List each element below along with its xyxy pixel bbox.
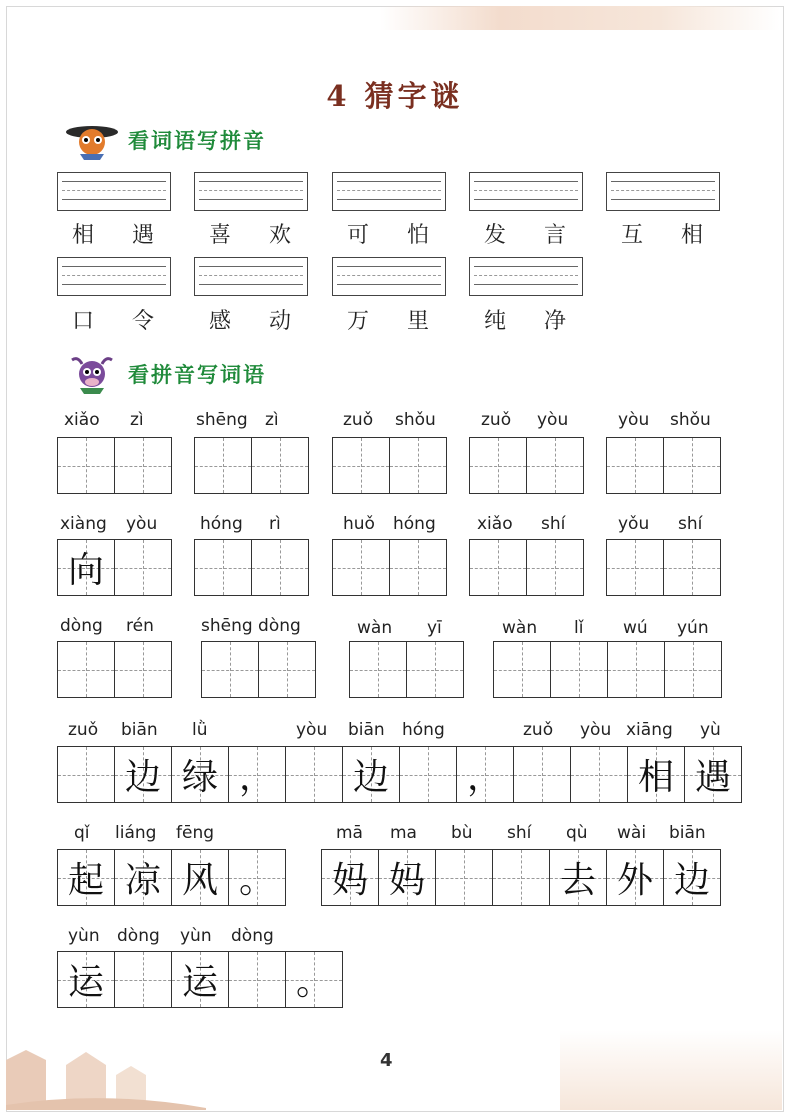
pinyin-label: bù bbox=[451, 823, 473, 843]
pinyin-label: huǒ bbox=[343, 514, 375, 534]
page-number: 4 bbox=[380, 1050, 393, 1071]
pinyin-label: dòng bbox=[231, 926, 274, 946]
character-text bbox=[202, 642, 258, 697]
character-text bbox=[571, 747, 627, 802]
character-cell[interactable] bbox=[608, 642, 665, 697]
character-text bbox=[58, 438, 114, 493]
character-text: 遇 bbox=[694, 757, 731, 798]
character-cell[interactable] bbox=[115, 952, 172, 1007]
top-decoration bbox=[380, 6, 780, 30]
character-grid bbox=[606, 539, 721, 596]
pinyin-label: yòu bbox=[537, 410, 569, 430]
character-text bbox=[407, 642, 463, 697]
character-grid bbox=[57, 849, 286, 906]
character-text: 妈 bbox=[388, 860, 425, 901]
character-grid bbox=[57, 951, 343, 1008]
character-grid bbox=[606, 437, 721, 494]
character-cell[interactable] bbox=[58, 747, 115, 802]
character-cell[interactable] bbox=[550, 850, 607, 905]
word-label: 喜 欢 bbox=[208, 223, 291, 248]
character-text: ， bbox=[466, 757, 503, 798]
pinyin-label: yòu bbox=[580, 720, 612, 740]
character-text bbox=[494, 642, 550, 697]
character-text bbox=[58, 642, 114, 697]
pinyin-label: shí bbox=[507, 823, 532, 843]
pinyin-label: zì bbox=[130, 410, 144, 430]
pinyin-answer-box[interactable] bbox=[57, 257, 171, 296]
section-title: 看拼音写词语 bbox=[128, 363, 266, 387]
pinyin-label: shí bbox=[541, 514, 566, 534]
character-text bbox=[58, 747, 114, 802]
character-cell[interactable] bbox=[379, 850, 436, 905]
character-grid bbox=[57, 539, 172, 596]
pinyin-label: dòng bbox=[60, 616, 103, 636]
pinyin-label: hóng bbox=[393, 514, 436, 534]
character-grid bbox=[332, 437, 447, 494]
character-cell[interactable] bbox=[322, 850, 379, 905]
character-text bbox=[229, 952, 285, 1007]
character-text: 边 bbox=[352, 757, 389, 798]
character-grid bbox=[469, 437, 584, 494]
pinyin-label: yòu bbox=[296, 720, 328, 740]
section-header-words bbox=[60, 354, 266, 394]
pinyin-answer-box[interactable] bbox=[194, 257, 308, 296]
character-cell[interactable] bbox=[494, 642, 551, 697]
pinyin-label: yī bbox=[427, 618, 442, 638]
character-text bbox=[607, 540, 663, 595]
character-cell[interactable] bbox=[390, 540, 447, 595]
character-cell[interactable] bbox=[252, 438, 309, 493]
character-text bbox=[551, 642, 607, 697]
character-cell[interactable] bbox=[470, 438, 527, 493]
character-grid bbox=[321, 849, 721, 906]
character-text: 妈 bbox=[331, 860, 368, 901]
pinyin-label: hóng bbox=[200, 514, 243, 534]
pinyin-label: yǒu bbox=[618, 514, 650, 534]
character-grid bbox=[194, 437, 309, 494]
character-cell[interactable] bbox=[172, 747, 229, 802]
character-cell[interactable] bbox=[665, 642, 722, 697]
character-text bbox=[607, 438, 663, 493]
character-text: 边 bbox=[673, 860, 710, 901]
pinyin-label: rì bbox=[269, 514, 281, 534]
character-cell[interactable] bbox=[436, 850, 493, 905]
character-cell[interactable] bbox=[229, 850, 286, 905]
character-cell[interactable] bbox=[172, 850, 229, 905]
character-text: 风 bbox=[181, 860, 218, 901]
pinyin-label: lǜ bbox=[192, 720, 208, 740]
pinyin-label: xiàng bbox=[60, 514, 107, 534]
character-cell[interactable] bbox=[115, 438, 172, 493]
pinyin-label: shēng bbox=[196, 410, 248, 430]
section-header-pinyin bbox=[60, 120, 266, 160]
character-text bbox=[527, 438, 583, 493]
pinyin-label: mā bbox=[336, 823, 363, 843]
pinyin-label: biān bbox=[669, 823, 706, 843]
character-text bbox=[115, 540, 171, 595]
character-cell[interactable] bbox=[470, 540, 527, 595]
pinyin-label: fēng bbox=[176, 823, 215, 843]
boat-icon bbox=[560, 1030, 782, 1110]
pinyin-label: wàn bbox=[502, 618, 538, 638]
character-text bbox=[665, 642, 721, 697]
character-grid bbox=[57, 641, 172, 698]
character-cell[interactable] bbox=[333, 540, 390, 595]
character-text bbox=[115, 438, 171, 493]
page-title: 4 猜字谜 bbox=[326, 79, 464, 113]
pinyin-label: lǐ bbox=[574, 618, 584, 638]
character-cell[interactable] bbox=[350, 642, 407, 697]
pinyin-label: dòng bbox=[117, 926, 160, 946]
character-cell[interactable] bbox=[664, 540, 721, 595]
character-text bbox=[115, 952, 171, 1007]
owl-mascot-icon bbox=[60, 118, 124, 162]
character-text bbox=[390, 540, 446, 595]
character-cell[interactable] bbox=[390, 438, 447, 493]
character-grid bbox=[57, 746, 742, 803]
character-text bbox=[608, 642, 664, 697]
character-text: 运 bbox=[181, 962, 218, 1003]
character-text bbox=[436, 850, 492, 905]
character-grid bbox=[57, 437, 172, 494]
character-text bbox=[115, 642, 171, 697]
pinyin-label: xiǎo bbox=[64, 410, 100, 430]
character-cell[interactable] bbox=[685, 747, 742, 802]
character-text bbox=[333, 540, 389, 595]
pinyin-label: xiāng bbox=[626, 720, 673, 740]
character-cell[interactable] bbox=[527, 540, 584, 595]
character-text bbox=[286, 747, 342, 802]
character-text: 凉 bbox=[124, 860, 161, 901]
character-cell[interactable] bbox=[115, 540, 172, 595]
character-text: 起 bbox=[67, 860, 104, 901]
pinyin-label: biān bbox=[348, 720, 385, 740]
character-text bbox=[527, 540, 583, 595]
character-text bbox=[514, 747, 570, 802]
pinyin-label: zì bbox=[265, 410, 279, 430]
pinyin-answer-box[interactable] bbox=[194, 172, 308, 211]
character-text bbox=[259, 642, 315, 697]
pinyin-label: xiǎo bbox=[477, 514, 513, 534]
word-label: 相 遇 bbox=[71, 223, 154, 248]
character-cell[interactable] bbox=[195, 540, 252, 595]
character-grid bbox=[469, 539, 584, 596]
character-grid bbox=[349, 641, 464, 698]
word-label: 万 里 bbox=[346, 309, 429, 334]
character-text: 相 bbox=[637, 757, 674, 798]
character-cell[interactable] bbox=[58, 540, 115, 595]
character-text bbox=[493, 850, 549, 905]
character-text bbox=[400, 747, 456, 802]
pinyin-answer-box[interactable] bbox=[469, 257, 583, 296]
character-cell[interactable] bbox=[172, 952, 229, 1007]
character-cell[interactable] bbox=[551, 642, 608, 697]
character-cell[interactable] bbox=[457, 747, 514, 802]
word-label: 口 令 bbox=[71, 309, 154, 334]
character-cell[interactable] bbox=[115, 642, 172, 697]
pinyin-label: qǐ bbox=[74, 823, 90, 843]
pinyin-answer-box[interactable] bbox=[332, 172, 446, 211]
character-text bbox=[252, 540, 308, 595]
character-cell[interactable] bbox=[58, 952, 115, 1007]
character-text: 向 bbox=[67, 550, 104, 591]
character-cell[interactable] bbox=[58, 642, 115, 697]
pinyin-label: hóng bbox=[402, 720, 445, 740]
character-grid bbox=[493, 641, 722, 698]
character-text bbox=[195, 438, 251, 493]
pinyin-label: liáng bbox=[115, 823, 157, 843]
pinyin-label: yù bbox=[700, 720, 721, 740]
character-text bbox=[470, 540, 526, 595]
pinyin-answer-box[interactable] bbox=[332, 257, 446, 296]
character-grid bbox=[194, 539, 309, 596]
section-title: 看词语写拼音 bbox=[128, 129, 266, 153]
pinyin-label: yòu bbox=[126, 514, 158, 534]
character-cell[interactable] bbox=[407, 642, 464, 697]
character-text: 去 bbox=[559, 860, 596, 901]
pinyin-label: zuǒ bbox=[343, 410, 374, 430]
pinyin-label: shǒu bbox=[670, 410, 711, 430]
character-cell[interactable] bbox=[229, 747, 286, 802]
character-text bbox=[333, 438, 389, 493]
word-label: 可 怕 bbox=[346, 223, 429, 248]
character-cell[interactable] bbox=[514, 747, 571, 802]
character-cell[interactable] bbox=[664, 850, 721, 905]
village-illustration bbox=[6, 1020, 206, 1110]
character-cell[interactable] bbox=[343, 747, 400, 802]
pinyin-label: shǒu bbox=[395, 410, 436, 430]
pinyin-label: zuǒ bbox=[481, 410, 512, 430]
character-text: 外 bbox=[616, 860, 653, 901]
character-cell[interactable] bbox=[527, 438, 584, 493]
character-cell[interactable] bbox=[195, 438, 252, 493]
character-text bbox=[664, 438, 720, 493]
character-grid bbox=[201, 641, 316, 698]
pinyin-label: zuǒ bbox=[68, 720, 99, 740]
character-text bbox=[195, 540, 251, 595]
character-cell[interactable] bbox=[58, 438, 115, 493]
character-text: 。 bbox=[295, 962, 332, 1003]
character-text: ， bbox=[238, 757, 275, 798]
pinyin-label: zuǒ bbox=[523, 720, 554, 740]
word-label: 发 言 bbox=[483, 223, 566, 248]
character-cell[interactable] bbox=[664, 438, 721, 493]
character-cell[interactable] bbox=[58, 850, 115, 905]
pinyin-label: shēng dòng bbox=[201, 616, 301, 636]
character-cell[interactable] bbox=[607, 850, 664, 905]
character-cell[interactable] bbox=[286, 952, 343, 1007]
character-text bbox=[664, 540, 720, 595]
pinyin-label: yún bbox=[677, 618, 709, 638]
character-cell[interactable] bbox=[628, 747, 685, 802]
word-label: 感 动 bbox=[208, 309, 291, 334]
character-grid bbox=[332, 539, 447, 596]
character-text bbox=[350, 642, 406, 697]
pinyin-label: qù bbox=[566, 823, 588, 843]
character-cell[interactable] bbox=[259, 642, 316, 697]
pinyin-answer-box[interactable] bbox=[606, 172, 720, 211]
word-label: 互 相 bbox=[620, 223, 703, 248]
character-text: 边 bbox=[124, 757, 161, 798]
pinyin-label: rén bbox=[126, 616, 154, 636]
character-cell[interactable] bbox=[607, 438, 664, 493]
character-cell[interactable] bbox=[333, 438, 390, 493]
character-text bbox=[390, 438, 446, 493]
character-cell[interactable] bbox=[493, 850, 550, 905]
pinyin-label: yòu bbox=[618, 410, 650, 430]
character-cell[interactable] bbox=[115, 850, 172, 905]
character-cell[interactable] bbox=[202, 642, 259, 697]
pinyin-answer-box[interactable] bbox=[57, 172, 171, 211]
pinyin-answer-box[interactable] bbox=[469, 172, 583, 211]
character-cell[interactable] bbox=[571, 747, 628, 802]
cow-mascot-icon bbox=[60, 352, 124, 396]
character-cell[interactable] bbox=[400, 747, 457, 802]
pinyin-label: biān bbox=[121, 720, 158, 740]
pinyin-label: yùn bbox=[68, 926, 100, 946]
pinyin-label: wú bbox=[623, 618, 648, 638]
pinyin-label: wàn bbox=[357, 618, 393, 638]
landscape-decoration bbox=[560, 1030, 782, 1110]
character-text: 。 bbox=[238, 860, 275, 901]
pinyin-label: ma bbox=[390, 823, 417, 843]
character-cell[interactable] bbox=[286, 747, 343, 802]
character-text: 运 bbox=[67, 962, 104, 1003]
pinyin-label: shí bbox=[678, 514, 703, 534]
pinyin-label: wài bbox=[617, 823, 647, 843]
pinyin-label: yùn bbox=[180, 926, 212, 946]
character-cell[interactable] bbox=[607, 540, 664, 595]
character-cell[interactable] bbox=[252, 540, 309, 595]
character-cell[interactable] bbox=[115, 747, 172, 802]
word-label: 纯 净 bbox=[483, 309, 566, 334]
character-cell[interactable] bbox=[229, 952, 286, 1007]
character-text: 绿 bbox=[181, 757, 218, 798]
character-text bbox=[470, 438, 526, 493]
character-text bbox=[252, 438, 308, 493]
